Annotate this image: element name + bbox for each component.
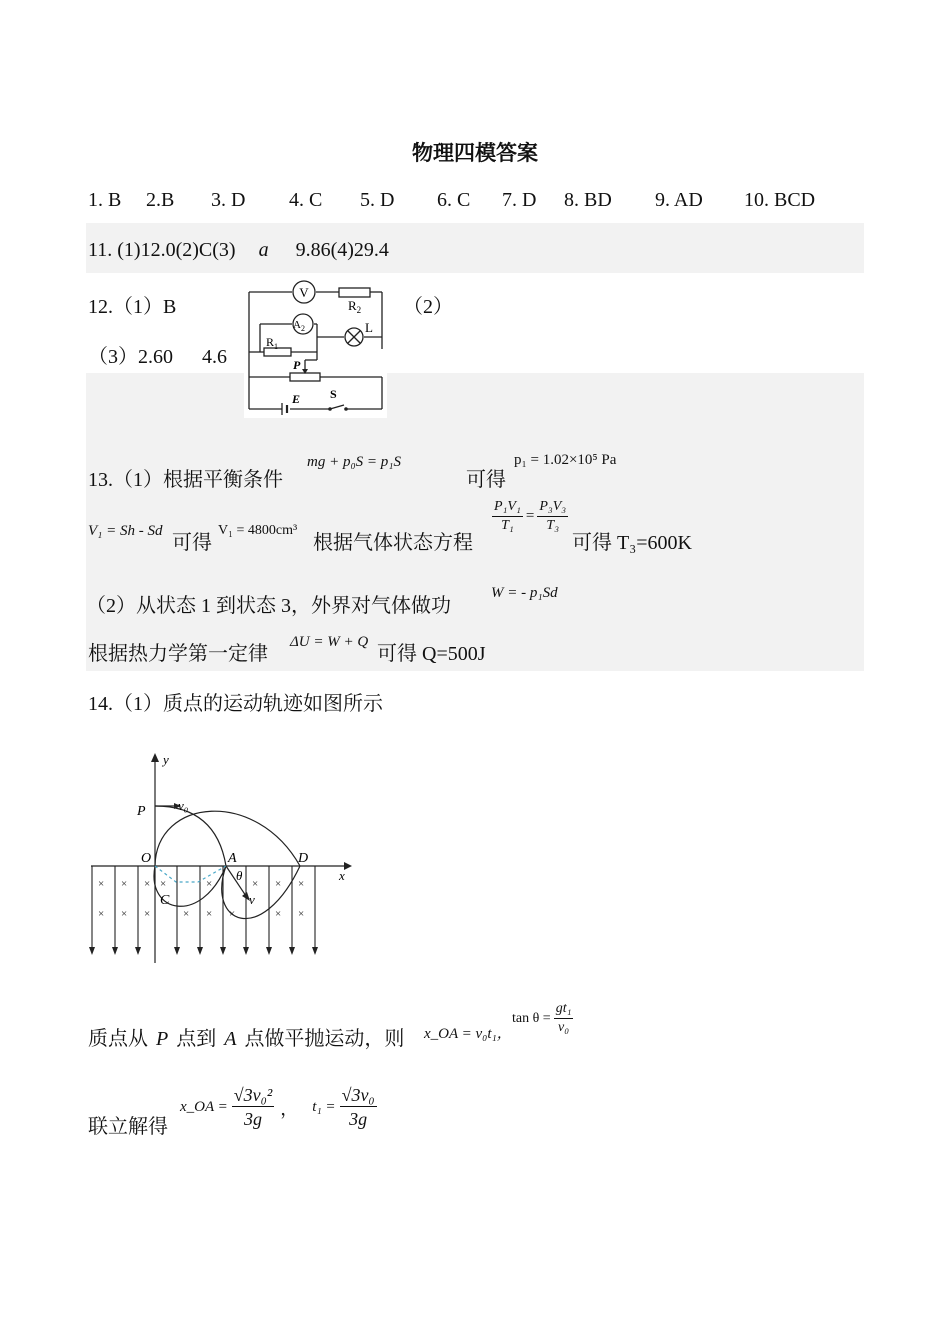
q13-line2-mid1: 可得	[172, 532, 212, 554]
svg-text:×: ×	[121, 878, 128, 890]
svg-text:×: ×	[121, 908, 128, 920]
q14-line1-prefix: 质点从	[88, 1028, 148, 1050]
q14-line2-prefix: 联立解得	[88, 1116, 168, 1138]
mc-answer: 3. D	[211, 189, 246, 211]
velocity-label: v	[249, 892, 255, 907]
q14-line1-rest: 点做平抛运动，则	[244, 1028, 405, 1050]
mc-answer: 1. B	[88, 189, 122, 211]
q11-rest: 9.86(4)29.4	[295, 239, 389, 261]
lamp-label: L	[365, 320, 373, 335]
q13-t3-result: 可得 T₃=600K	[572, 532, 692, 554]
xoa-lhs: x_OA =	[180, 1099, 228, 1115]
mc-answer: 6. C	[437, 189, 471, 211]
q12-part3-value: （3）2.60	[88, 346, 173, 368]
q14-solution	[180, 1084, 377, 1131]
q14-point-a: A	[224, 1028, 237, 1050]
state-frac-left: $\frac{\text{P₁V₁}}{\text{T₁}}$	[494, 499, 521, 533]
v0-label: v₀	[178, 798, 189, 813]
svg-text:×: ×	[160, 878, 167, 890]
t1-frac: $\frac{\text{√3v₀}}{3g}$	[341, 1085, 375, 1129]
q13-line4-prefix: 根据热力学第一定律	[88, 643, 268, 665]
q11-var: a	[258, 239, 269, 261]
slider-label: P	[293, 358, 301, 372]
q12-part3	[88, 340, 227, 369]
origin-label: O	[141, 851, 152, 866]
mc-answer: 9. AD	[655, 189, 703, 211]
q13-line2-mid2: 根据气体状态方程	[313, 532, 473, 554]
svg-text:×: ×	[229, 908, 236, 920]
mc-answer: 10. BCD	[744, 189, 816, 211]
mc-answer: 5. D	[360, 189, 395, 211]
point-d-label: D	[298, 851, 309, 866]
q12-part3-value-b: 4.6	[202, 346, 227, 368]
mc-answers	[0, 189, 950, 215]
svg-text:×: ×	[252, 878, 259, 890]
q13-first-law-eq: ΔU = W + Q	[290, 634, 369, 650]
page-title: 物理四模答案	[412, 141, 538, 165]
svg-text:×: ×	[206, 908, 213, 920]
q14-xoa-eq: x_OA = v₀t₁，	[424, 1026, 512, 1042]
svg-text:×: ×	[275, 878, 282, 890]
svg-text:×: ×	[144, 908, 151, 920]
q13-line1-prefix: 13.（1）根据平衡条件	[88, 469, 283, 491]
q13-v1-value: V₁ = 4800cm³	[218, 523, 298, 538]
xoa-frac: $\frac{\text{√3v₀²}}{3g}$	[233, 1085, 273, 1129]
svg-text:×: ×	[98, 878, 105, 890]
q13-p1-result: p₁ = 1.02×10⁵ Pa	[514, 452, 617, 468]
q13-balance-eq: mg + p₀S = p₁S	[307, 454, 402, 470]
svg-text:×: ×	[298, 878, 305, 890]
svg-text:×: ×	[144, 878, 151, 890]
q14-tan-eq	[512, 1000, 573, 1037]
r2-label: $R_2$	[348, 298, 362, 315]
mc-answer: 4. C	[289, 189, 323, 211]
q13-state-equation: $\frac{\text{P₁V₁}}{\text{T₁}}$ = $\frac{\text{P₃V₃}}{\text{T₃}}$	[494, 499, 567, 533]
solution-sep: ，	[280, 1098, 299, 1119]
q13-line3-prefix: （2）从状态 1 到状态 3，外界对气体做功	[86, 595, 451, 617]
highlight-band-q13	[86, 373, 864, 671]
q14-line1	[88, 1022, 404, 1051]
q14-point-p: P	[156, 1028, 169, 1050]
emf-label: E	[292, 392, 301, 406]
point-p-label: P	[137, 804, 146, 819]
point-a-label: A	[228, 851, 237, 866]
point-c-label: C	[160, 893, 170, 908]
svg-text:×: ×	[183, 908, 190, 920]
svg-text:×: ×	[298, 908, 305, 920]
circuit-diagram	[244, 277, 387, 418]
mc-answer: 7. D	[502, 189, 537, 211]
q13-line1-mid: 可得	[466, 469, 506, 491]
svg-text:×: ×	[275, 908, 282, 920]
q12-part1: 12.（1）B	[88, 296, 177, 318]
q13-v1-eq: V₁ = Sh - Sd	[88, 523, 163, 539]
tan-label: tan θ =	[512, 1010, 551, 1026]
theta-label: θ	[236, 868, 243, 883]
switch-label: S	[330, 387, 337, 401]
mc-answer: 8. BD	[564, 189, 612, 211]
q11-answer	[88, 239, 389, 262]
state-frac-right: $\frac{\text{P₃V₃}}{\text{T₃}}$	[539, 499, 567, 533]
q14-line1-mid: 点到	[176, 1028, 217, 1050]
svg-text:×: ×	[206, 878, 213, 890]
svg-text:×: ×	[98, 908, 105, 920]
x-axis-label: x	[339, 868, 345, 883]
ammeter-label: $A_2$	[293, 319, 305, 333]
tan-frac: $\frac{\text{gt₁}}{\text{v₀}}$	[555, 1001, 572, 1035]
mc-answer: 2.B	[146, 189, 175, 211]
q13-work-eq: W = - p₁Sd	[491, 585, 558, 601]
trajectory-diagram	[86, 748, 356, 968]
q12-part2: （2）	[403, 296, 453, 318]
r1-label: $R_1$	[266, 335, 279, 351]
y-axis-label: y	[163, 752, 169, 767]
t1-lhs: t₁ =	[312, 1099, 336, 1115]
voltmeter-label: V	[299, 285, 309, 300]
q13-q-result: 可得 Q=500J	[377, 643, 486, 665]
q11-text: 11. (1)12.0(2)C(3)	[88, 239, 236, 261]
q14-heading: 14.（1）质点的运动轨迹如图所示	[88, 693, 383, 715]
